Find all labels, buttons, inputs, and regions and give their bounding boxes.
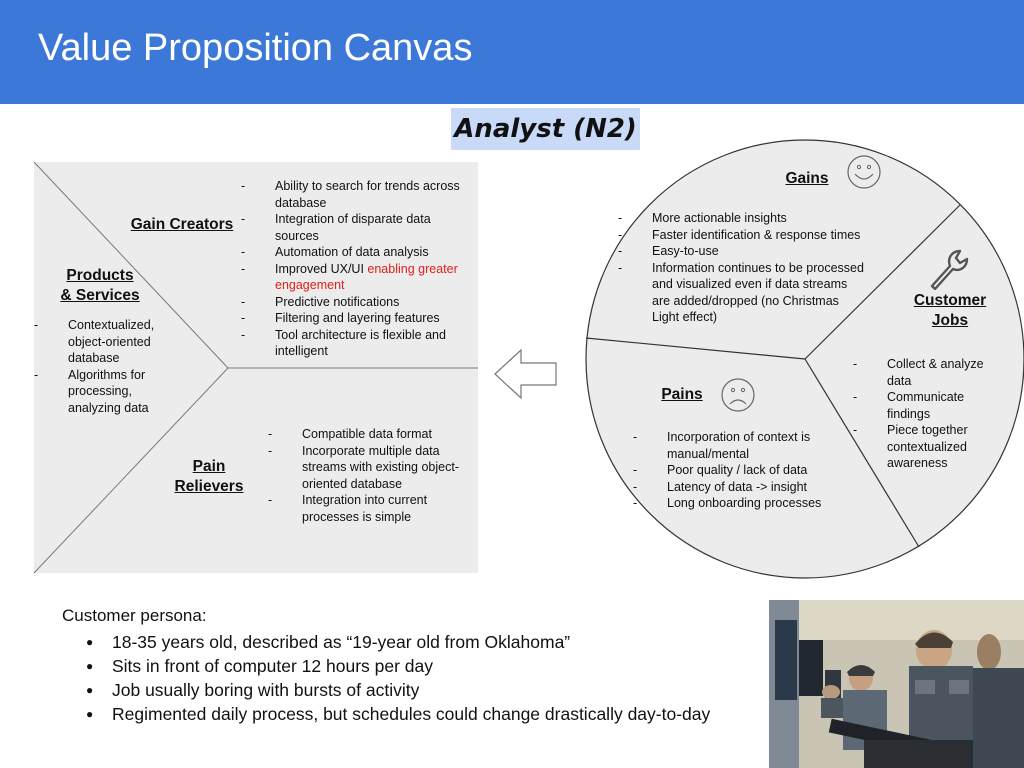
list-item [241,261,473,294]
list-item: ● Regimented daily process, but schedules could change drastically day-to-day [86,702,746,726]
list-item: - Incorporation of context is manual/mental [633,429,848,462]
list-item: - Automation of data analysis [241,244,473,261]
heading-line: Relievers [174,478,244,495]
pains-list [633,429,848,512]
gain-creators-list [241,178,473,360]
list-item: ● 18-35 years old, described as “19-year old from Oklahoma” [86,630,746,654]
heading-line: Jobs [931,312,969,329]
gains-heading: Gains [785,170,829,187]
analysts-photo [769,600,1024,768]
list-item: - Information continues to be processed and visualized even if data streams are added/dropped (no Christmas Light effect) [618,260,896,326]
sad-face-icon [720,377,756,413]
list-item: - Faster identification & response times [618,227,896,244]
list-item: - Easy-to-use [618,243,896,260]
list-item: - Incorporate multiple data streams with existing object-oriented database [268,443,468,493]
list-item: - Long onboarding processes [633,495,848,512]
happy-face-icon [846,154,882,190]
list-item: - Algorithms for processing, analyzing data [34,367,184,417]
gain-creators-heading: Gain Creators [130,216,234,233]
page-title: Value Proposition Canvas [38,27,473,69]
list-item: ● Job usually boring with bursts of activity [86,678,746,702]
heading-line: Pain [192,458,226,475]
list-item: - Compatible data format [268,426,468,443]
list-item: - Contextualized, object-oriented database [34,317,184,367]
persona-title: Customer persona: [62,606,207,625]
list-item: - Predictive notifications [241,294,473,311]
list-item: - Poor quality / lack of data [633,462,848,479]
heading-line: Products [66,267,134,284]
list-item: - Integration of disparate data sources [241,211,473,244]
highlight-text: enabling greater engagement [275,261,458,292]
list-item: - Integration into current processes is simple [268,492,468,525]
list-item: - Filtering and layering features [241,310,473,327]
customer-jobs-list [853,356,1003,472]
pain-relievers-list [268,426,468,525]
products-services-heading [48,266,152,306]
pains-heading: Pains [661,386,703,403]
heading-line: & Services [60,287,140,304]
products-services-list [34,317,184,416]
persona-list [86,630,746,726]
customer-jobs-heading [904,291,996,331]
list-item: - Latency of data -> insight [633,479,848,496]
heading-line: Customer [913,292,987,309]
list-item: - Piece together contextualized awareness [853,422,1003,472]
list-item: - Collect & analyze data [853,356,1003,389]
wrench-icon [926,246,974,290]
list-item-text: Improved UX/UI [275,261,364,276]
list-item: - Tool architecture is flexible and intelligent [241,327,473,360]
list-item: - Communicate findings [853,389,1003,422]
persona-subtitle: Analyst (N2) [451,108,640,150]
list-item: - More actionable insights [618,210,896,227]
pain-relievers-heading [166,457,252,497]
list-item: ● Sits in front of computer 12 hours per day [86,654,746,678]
gains-list [618,210,896,326]
list-item: - Ability to search for trends across database [241,178,473,211]
